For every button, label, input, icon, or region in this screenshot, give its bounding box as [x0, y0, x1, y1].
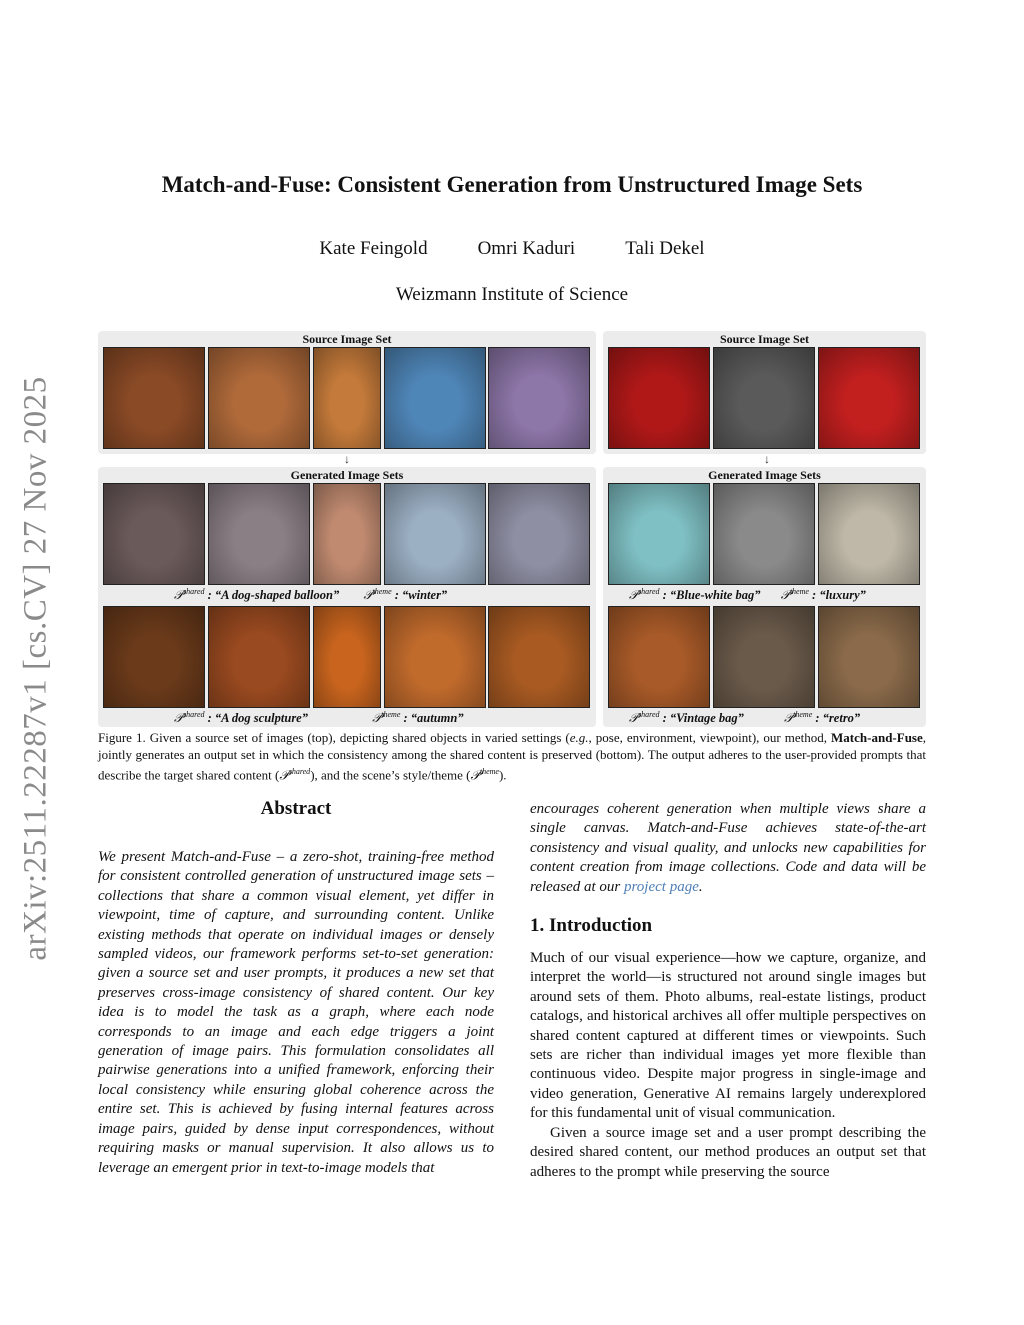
bag-source-panel — [603, 331, 926, 454]
author: Tali Dekel — [625, 238, 705, 259]
left-column — [98, 798, 494, 1178]
generated-image — [608, 483, 710, 585]
panel-title: Source Image Set — [302, 332, 392, 346]
generated-image — [488, 606, 590, 708]
theme-prompt: : “autumn” — [403, 711, 464, 726]
author: Omri Kaduri — [477, 238, 576, 259]
panel-title: Generated Image Sets — [290, 468, 404, 482]
generated-image — [713, 483, 815, 585]
project-page-link[interactable]: project page — [624, 878, 699, 895]
generated-image — [818, 483, 920, 585]
abstract-text: We present Match-and-Fuse – a zero-shot, training-free method for consistent controlled generation of unstructured image sets – collections that share a common visual element, yet differ in viewpoint, time of capture, and surrounding content. Unlike existing methods that operate on individual images or densely sampled videos, our framework performs set-to-set generation: given a source set and user prompts, it produces a new set that preserves cross-image consistency of shared content. Our key idea is to model the task as a graph, where each node corresponds to an image and each edge triggers a joint generation of image pairs. This formulation consolidates all pairwise generations into a unified framework, enforcing their local consistency while ensuring global coherence across the entire set. This is achieved by fusing internal features across image pairs, guided by dense input correspondences, without requiring masks or manual supervision. It also allows us to leverage an emergent prior in text-to-image models that — [98, 849, 494, 1176]
generated-image — [818, 606, 920, 708]
theme-prompt: : “winter” — [394, 588, 448, 603]
intro-paragraph: Given a source image set and a user prompt describing the desired shared content, our method produces an output set that adheres to the prompt while preserving the source — [530, 1124, 926, 1180]
prompt-row: 𝒫$^{shared}$ : “Vintage bag” 𝒫$^{theme}$ : “retro” — [629, 710, 861, 726]
source-image — [208, 347, 310, 449]
generated-image — [313, 606, 381, 708]
generated-image — [103, 483, 205, 585]
theme-prompt: : “luxury” — [812, 588, 866, 603]
down-arrow-icon: ↓ — [764, 452, 770, 466]
dog-source-panel — [98, 331, 596, 454]
generated-image — [208, 483, 310, 585]
source-image — [103, 347, 205, 449]
shared-prompt: : “Vintage bag” — [662, 711, 744, 726]
intro-paragraph: Much of our visual experience—how we capture, organize, and interpret the world—is structured not around single images but around sets of them. Photo albums, real-estate listings, product catalogs, and historical archives all offer multiple perspectives on shared content captured at different times or viewpoints. Such sets are richer than individual images yet more flexible than continuous video. Despite major progress in single-image and video generation, Generative AI remains largely underexplored for this fundamental unit of visual communication. — [530, 950, 926, 1122]
panel-title: Generated Image Sets — [708, 468, 821, 482]
affiliation: Weizmann Institute of Science — [395, 284, 629, 305]
source-image — [713, 347, 815, 449]
author-list — [0, 238, 1024, 260]
prompt-row: 𝒫$^{shared}$ : “Blue-white bag” 𝒫$^{theme}$ : “luxury” — [629, 587, 866, 603]
author: Kate Feingold — [319, 238, 428, 259]
generated-image — [208, 606, 310, 708]
introduction-heading: 1. Introduction — [530, 915, 653, 937]
generated-image — [384, 606, 486, 708]
source-image — [608, 347, 710, 449]
source-image — [818, 347, 920, 449]
generated-image — [713, 606, 815, 708]
generated-image — [103, 606, 205, 708]
source-image — [488, 347, 590, 449]
generated-image — [608, 606, 710, 708]
generated-image — [488, 483, 590, 585]
bag-generated-panel — [603, 467, 926, 727]
right-column — [530, 800, 926, 1182]
theme-prompt: : “retro” — [815, 711, 861, 726]
abstract-heading: Abstract — [260, 798, 332, 819]
generated-image — [313, 483, 381, 585]
prompt-row: 𝒫$^{shared}$ : “A dog-shaped balloon” 𝒫$^{theme}$ : “winter” — [174, 587, 448, 603]
panel-title: Source Image Set — [719, 332, 810, 346]
shared-prompt: : “A dog sculpture” — [207, 711, 308, 726]
dog-generated-panel — [98, 467, 596, 727]
down-arrow-icon: ↓ — [344, 452, 350, 466]
source-image — [313, 347, 381, 449]
figure-caption: Figure 1. Given a source set of images (top), depicting shared objects in varied settings (e.g., pose, environment, viewpoint), our method, Match-and-Fuse, jointly generates an output set in which the consistency among the shared content is preserved (bottom). The output adheres to the user-provided prompts that describe the target shared content (𝒫$^{shared}$), and the scene’s style/theme (𝒫$^{theme}$). — [98, 730, 926, 783]
prompt-row: 𝒫$^{shared}$ : “A dog sculpture” 𝒫$^{theme}$ : “autumn” — [174, 710, 464, 726]
shared-prompt: : “Blue-white bag” — [662, 588, 761, 603]
abstract-continued: encourages coherent generation when multiple views share a single canvas. Match-and-Fuse achieves state-of-the-art consistency and visual quality, and unlocks new capabilities for content creation from image collections. Code and data will be released at our project page. — [530, 801, 926, 895]
generated-image — [384, 483, 486, 585]
shared-prompt: : “A dog-shaped balloon” — [207, 588, 340, 603]
source-image — [384, 347, 486, 449]
arxiv-stamp-text: arXiv:2511.22287v1 [cs.CV] 27 Nov 2025 — [17, 375, 54, 961]
arxiv-stamp — [12, 368, 60, 968]
paper-title: Match-and-Fuse: Consistent Generation from Unstructured Image Sets — [161, 172, 863, 197]
